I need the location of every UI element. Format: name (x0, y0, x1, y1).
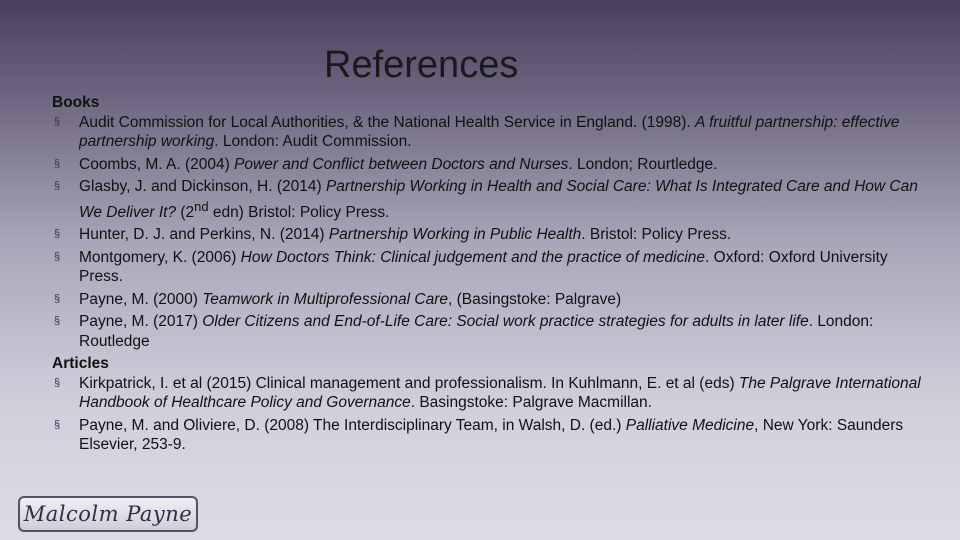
references-body (52, 93, 932, 458)
book-reference-5: § Montgomery, K. (2006) How Doctors Think: Clinical judgement and the practice of medicine. Oxford: Oxford University Press. (54, 248, 888, 286)
book-reference-4: § Hunter, D. J. and Perkins, N. (2014) Partnership Working in Public Health. Bristol: Policy Press. (54, 226, 732, 244)
book-reference-2: § Coombs, M. A. (2004) Power and Conflict between Doctors and Nurses. London; Rourtledge. (54, 155, 718, 173)
bullet-icon: § (54, 180, 61, 192)
articles-list (52, 374, 932, 455)
bullet-icon: § (54, 418, 61, 431)
bullet-icon: § (54, 250, 61, 263)
logo-text: Malcolm Payne (23, 502, 193, 526)
bullet-icon: § (54, 315, 61, 328)
book-reference-3: § Glasby, J. and Dickinson, H. (2014) Partnership Working in Health and Social Care: What Is Integrated Care and How Can We Deliver It? (2nd edn) Bristol: Policy Press. (54, 178, 918, 221)
article-reference-1: § Kirkpatrick, I. et al (2015) Clinical management and professionalism. In Kuhlmann, E. et al (eds) The Palgrave International Handbook of Healthcare Policy and Governance. Basingstoke: Palgrave Macmillan. (54, 374, 921, 412)
articles-heading: Articles (52, 355, 109, 373)
bullet-icon: § (54, 115, 61, 128)
book-reference-1: § Audit Commission for Local Authorities, & the National Health Service in England. (1998). A fruitful partnership: effective partnership working. London: Audit Commission. (54, 113, 900, 150)
bullet-icon: § (54, 157, 61, 170)
article-reference-2: § Payne, M. and Oliviere, D. (2008) The Interdisciplinary Team, in Walsh, D. (ed.) Palliative Medicine, New York: Saunders Elsevier, 253-9. (54, 416, 904, 454)
bullet-icon: § (54, 376, 61, 389)
book-reference-7: § Payne, M. (2017) Older Citizens and End-of-Life Care: Social work practice strategies for adults in later life. London: Routledge (54, 313, 874, 350)
bullet-icon: § (54, 292, 61, 305)
bullet-icon: § (54, 228, 61, 241)
books-list (52, 113, 932, 352)
malcolm-payne-logo (18, 496, 198, 532)
slide-title: References (324, 44, 519, 86)
book-reference-6: § Payne, M. (2000) Teamwork in Multiprofessional Care, (Basingstoke: Palgrave) (54, 290, 622, 308)
books-heading: Books (52, 94, 100, 111)
